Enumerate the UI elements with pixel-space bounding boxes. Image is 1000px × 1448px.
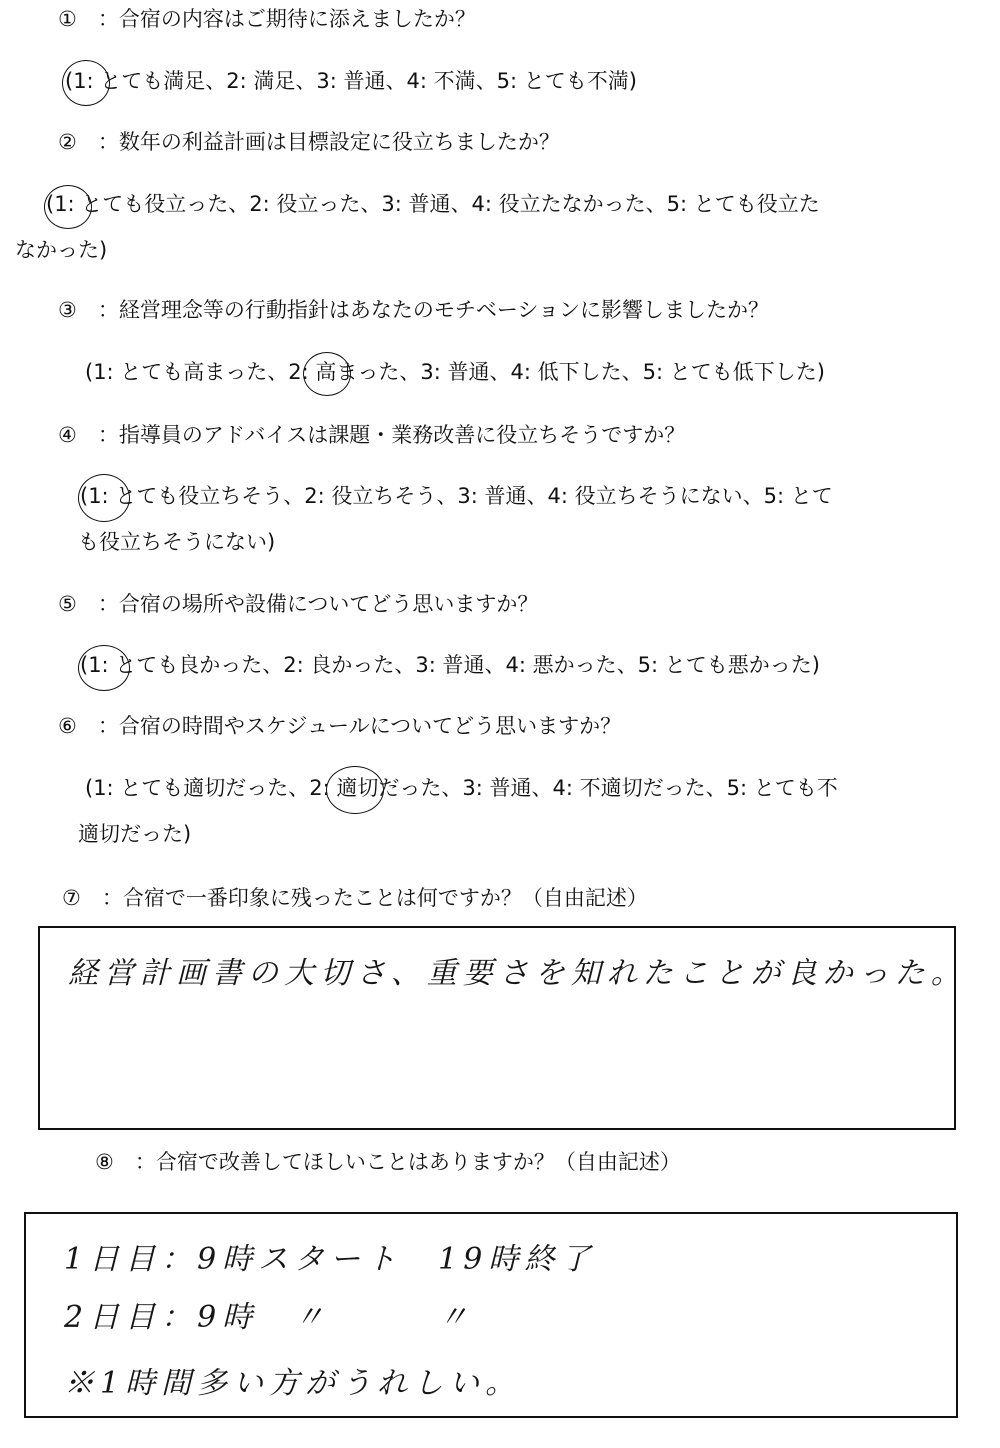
question-4-title: ④ ：指導員のアドバイスは課題・業務改善に役立ちそうですか？ (58, 423, 686, 447)
question-3-options: (1: とても高まった、2: 高まった、3: 普通、4: 低下した、5: とても低下した) (85, 360, 825, 384)
q7-handwritten-answer: 経営計画書の大切さ、重要さを知れたことが良かった。 (68, 956, 967, 991)
question-5-options: (1: とても良かった、2: 良かった、3: 普通、4: 悪かった、5: とても悪かった) (80, 653, 820, 677)
question-4-options-line-2: も役立ちそうにない) (78, 530, 276, 554)
question-4-options-line-1: (1: とても役立ちそう、2: 役立ちそう、3: 普通、4: 役立ちそうにない、5: とて (80, 484, 833, 508)
q8-handwritten-answer-line-2: 2日目：9時 〃 〃 (64, 1300, 475, 1335)
question-3-title: ③ ：経営理念等の行動指針はあなたのモチベーションに影響しましたか？ (58, 298, 769, 322)
q8-handwritten-answer-line-3: ※1時間多い方がうれしい。 (64, 1366, 522, 1401)
question-2-options-line-2: なかった) (15, 238, 108, 262)
question-6-options-line-2: 適切だった) (78, 822, 192, 846)
question-1-options: (1: とても満足、2: 満足、3: 普通、4: 不満、5: とても不満) (65, 69, 637, 93)
free-text-box-q8 (24, 1212, 958, 1418)
q8-handwritten-answer-line-1: 1日目：9時スタート 19時終了 (64, 1242, 597, 1277)
question-8-title: ⑧ ：合宿で改善してほしいことはありますか？（自由記述） (95, 1150, 681, 1174)
question-2-title: ② ：数年の利益計画は目標設定に役立ちましたか？ (58, 130, 560, 154)
question-6-options-line-1: (1: とても適切だった、2: 適切だった、3: 普通、4: 不適切だった、5: とても不 (85, 776, 838, 800)
question-5-title: ⑤ ：合宿の場所や設備についてどう思いますか？ (58, 592, 539, 616)
question-1-title: ① ：合宿の内容はご期待に添えましたか？ (58, 7, 476, 31)
question-7-title: ⑦ ：合宿で一番印象に残ったことは何ですか？（自由記述） (62, 886, 648, 910)
free-text-box-q7 (38, 926, 967, 1130)
question-6-title: ⑥ ：合宿の時間やスケジュールについてどう思いますか？ (58, 714, 622, 738)
question-2-options-line-1: (1: とても役立った、2: 役立った、3: 普通、4: 役立たなかった、5: とても役立た (46, 192, 820, 216)
